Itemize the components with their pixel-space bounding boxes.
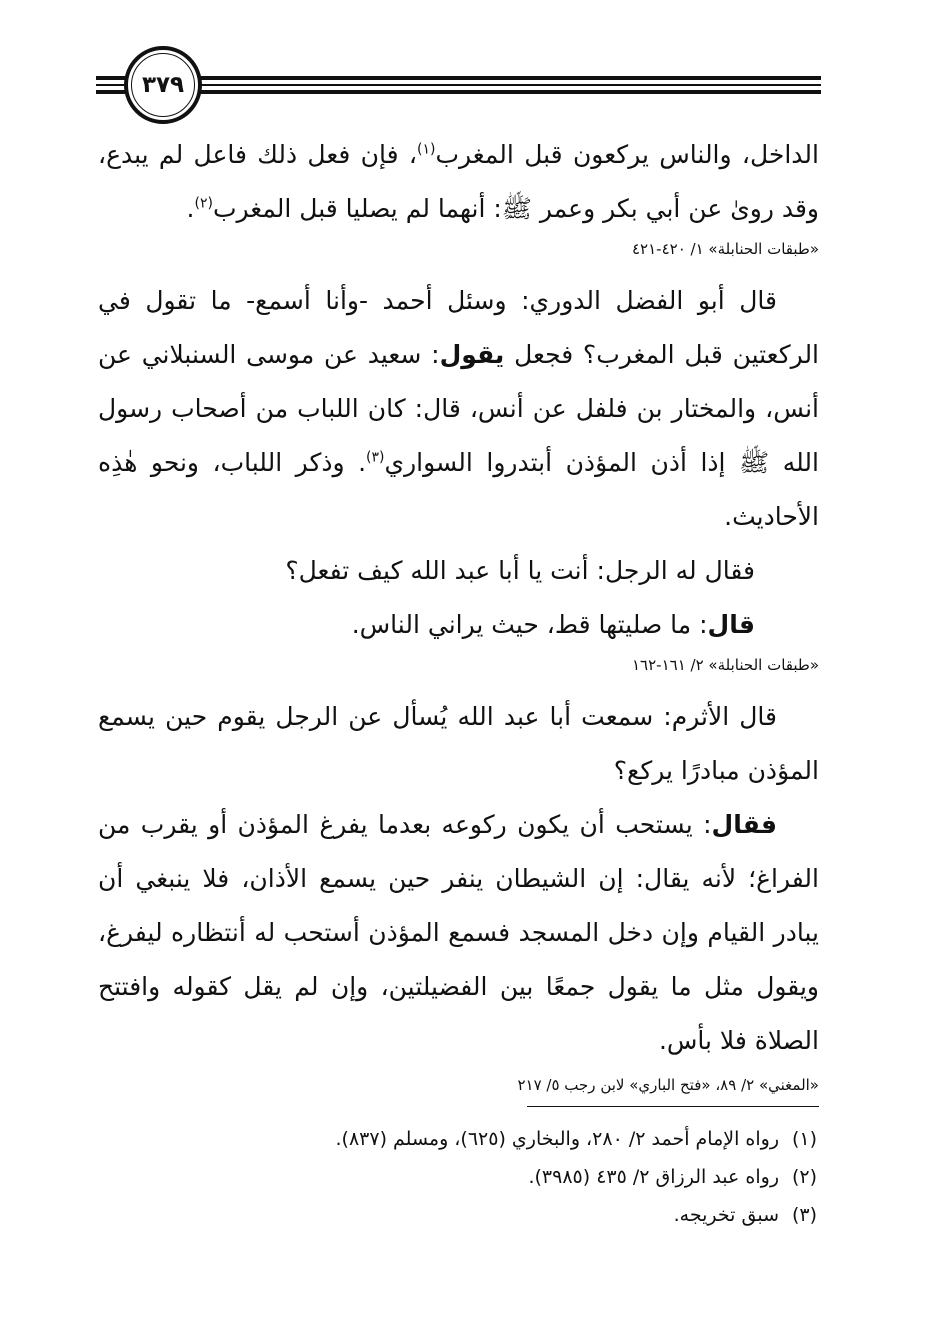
paragraph-6-bold: فقال	[711, 810, 777, 839]
footnote-3	[98, 1196, 817, 1234]
paragraph-3: فقال له الرجل: أنت يا أبا عبد الله كيف تفعل؟	[285, 556, 755, 585]
footnote-1	[98, 1120, 817, 1158]
paragraph-2-bold: يقول	[439, 340, 505, 369]
paragraph-6	[98, 798, 819, 1068]
paragraph-1-text-c: .	[186, 194, 195, 223]
footnote-ref-3[interactable]: (٣)	[366, 449, 385, 466]
header-rule-middle	[96, 84, 821, 86]
paragraph-4-text: : ما صليتها قط، حيث يراني الناس.	[351, 610, 708, 639]
source-citation-1: «طبقات الحنابلة» ١/ ٤٢٠-٤٢١	[632, 240, 819, 258]
paragraph-2-text-b: : سعيد عن موسى السنبلاني عن أنس، والمختار بن فلفل عن أنس، قال: كان اللباب من أصحاب رسول الله ﷺ إذا أذن المؤذن أبتدروا السواري	[98, 340, 819, 477]
paragraph-6-text: : يستحب أن يكون ركوعه بعدما يفرغ المؤذن أو يقرب من الفراغ؛ لأنه يقال: إن الشيطان ينفر حين يسمع الأذان، فلا ينبغي أن يبادر القيام وإن دخل المسجد فسمع المؤذن أستحب له أنتظاره ليفرغ، ويقول مثل ما يقول جمعًا بين الفضيلتين، وإن لم يقل كقوله وافتتح الصلاة فلا بأس.	[98, 810, 819, 1055]
paragraph-5: قال الأثرم: سمعت أبا عبد الله يُسأل عن الرجل يقوم حين يسمع المؤذن مبادرًا يركع؟	[98, 702, 819, 785]
paragraph-2	[98, 274, 819, 544]
paragraph-1-text-a: الداخل، والناس يركعون قبل المغرب	[435, 140, 819, 169]
source-citation-2: «طبقات الحنابلة» ٢/ ١٦١-١٦٢	[632, 656, 819, 674]
footnote-text: رواه الإمام أحمد ٢/ ٢٨٠، والبخاري (٦٢٥)، ومسلم (٨٣٧).	[335, 1128, 779, 1150]
footnote-separator	[527, 1106, 819, 1107]
paragraph-4	[98, 598, 819, 652]
footnote-number: (٢)	[791, 1166, 817, 1188]
footnote-number: (١)	[791, 1128, 817, 1150]
footnote-text: رواه عبد الرزاق ٢/ ٤٣٥ (٣٩٨٥).	[528, 1166, 779, 1188]
footnote-ref-2[interactable]: (٢)	[194, 195, 213, 212]
footnotes	[98, 1120, 817, 1234]
footnote-2	[98, 1158, 817, 1196]
paragraph-4-bold: قال	[707, 610, 755, 639]
paragraph-1	[98, 128, 819, 236]
main-text	[98, 128, 819, 1110]
paragraph-1-text-b: ، فإن فعل ذلك فاعل لم يبدع، وقد رویٰ عن أبي بكر وعمر ﷺ: أنهما لم يصليا قبل المغرب	[98, 140, 819, 223]
paragraph-2-text-a: قال أبو الفضل الدوري: وسئل أحمد -وأنا أسمع- ما تقول في الركعتين قبل المغرب؟ فجعل	[98, 286, 820, 369]
page-number-badge	[124, 46, 202, 124]
header-rule-bottom	[96, 90, 821, 94]
page-number: ٣٧٩	[131, 53, 195, 117]
paragraph-2-text-c: . وذكر اللباب، ونحو هٰذِه الأحاديث.	[98, 448, 819, 531]
header-rule-top	[96, 76, 821, 80]
source-citation-3: «المغني» ٢/ ٨٩، «فتح الباري» لابن رجب ٥/ ٢١٧	[517, 1076, 819, 1094]
footnote-ref-1[interactable]: (١)	[417, 141, 436, 158]
footnote-text: سبق تخريجه.	[673, 1204, 779, 1226]
footnote-number: (٣)	[791, 1204, 817, 1226]
